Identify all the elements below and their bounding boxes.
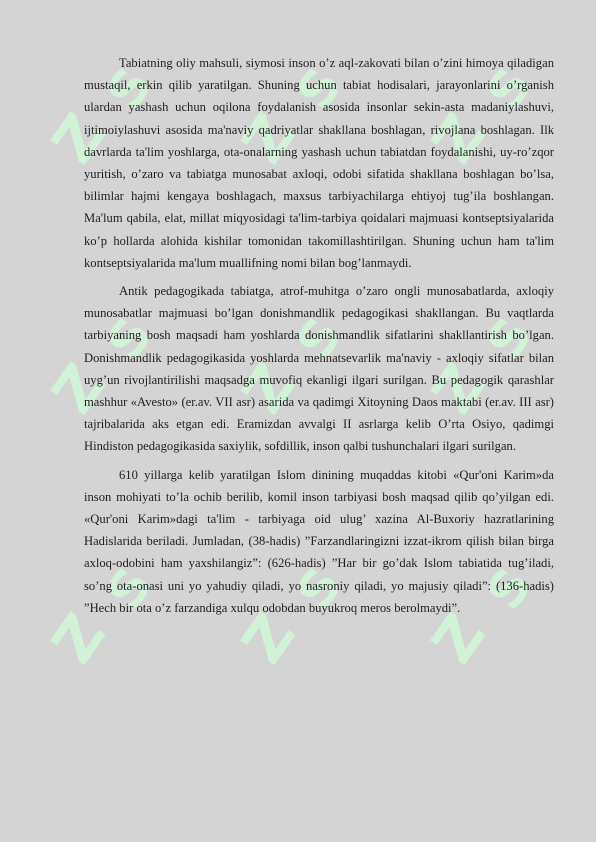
svg-text:Z: Z bbox=[228, 101, 309, 176]
paragraph-1: Tabiatning oliy mahsuli, siymosi inson o’z aql-zakovati bilan o’zini himoya qiladigan mustaqil, erkin qilib yaratilgan. Shuning uchun tabiat hodisalari, jarayonlarini o’rganish ulardan yashash uchun oqilona foydalanish asosida insonlar sekin-asta madaniylashuvi, ijtimoiylashuvi asosida ma'naviy qadriyatlar shakllana boshlagan, rivojlana boshlagan. Ilk davrlarda ta'lim yoshlarga, ota-onalarning yashash uchun tabiatdan foydalanishi, uy-ro’zqor yuritish, o’zaro va tabiatga munosabat axloqi, odobi sifatida shakllana boshlagan bo’lsa, bilimlar hajmi kengaya boshlagach, maxsus tarbiyachilarga ehtiyoj tug’ila boshlangan. Ma'lum qabila, elat, millat miqyosidagi ta'lim-tarbiya qoidalari majmuasi kontseptsiyalarida ko’p hollarda alohida kishilar tomonidan takomillashtirilgan. Shuning uchun ham ta'lim kontseptsiyalarida ma'lum muallifning nomi bilan bog’lanmaydi. bbox=[84, 56, 554, 270]
svg-text:Z: Z bbox=[38, 601, 119, 676]
svg-text:Z: Z bbox=[418, 101, 499, 176]
svg-text:S: S bbox=[95, 307, 164, 371]
paragraph-2: Antik pedagogikada tabiatga, atrof-muhitga o’zaro ongli munosabatlarda, axloqiy munosabatlar majmuasi bo’lgan donishmandlik pedagogikasi shakllangan. Bu vaqtlarda tarbiyaning bosh maqsadi ham yoshlarda donishmandlik sifatlarini shakllantirish bo’lgan. Donishmandlik pedagogikasida yoshlarda mehnatsevarlik ma'naviy - axloqiy sifatlar bilan uyg’un rivojlantirilishi maqsadga muvofiq ekanligi ilgari surilgan. Bu pedagogik qarashlar mashhur «Avesto» (er.av. VII asr) asarida va qadimgi Xitoyning Daos maktabi (er.av. III asr) tajribalarida aks etgan edi. Eramizdan avvalgi II asrlarga kelib O’rta Osiyo, qadimgi Hindiston pedagogikasida saxiylik, sofdillik, inson qalbi tushunchalari ilgari surilgan. bbox=[84, 284, 554, 454]
svg-text:S: S bbox=[475, 557, 544, 621]
svg-text:Z: Z bbox=[418, 601, 499, 676]
svg-text:S: S bbox=[95, 57, 164, 121]
svg-text:S: S bbox=[475, 307, 544, 371]
paragraph-3: 610 yillarga kelib yaratilgan Islom dinining muqaddas kitobi «Qur'oni Karim»da inson mohiyati to’la ochib berilib, komil inson tarbiyasi bosh maqsad qilib qo’yilgan edi. «Qur'oni Karim»dagi ta'lim - tarbiyaga oid ulug’ xazina Al-Buxoriy hazratlarining Hadislarida beriladi. Jumladan, (38-hadis) ”Farzandlaringizni izzat-ikrom qilish bilan birga axloq-odobini ham yaxshilangiz”: (626-hadis) ”Har bir go’dak Islom tabiatida tug’iladi, so’ng ota-onasi uni yo yahudiy qiladi, yo nasroniy qiladi, yo majusiy qiladi”: (136-hadis) ”Hech bir ota o’z farzandiga xulqu odobdan buyukroq meros berolmaydi”. bbox=[84, 467, 554, 615]
svg-text:Z: Z bbox=[228, 601, 309, 676]
svg-text:Z: Z bbox=[228, 351, 309, 426]
svg-text:Z: Z bbox=[38, 351, 119, 426]
document-body bbox=[84, 52, 554, 625]
svg-text:S: S bbox=[95, 557, 164, 621]
svg-text:Z: Z bbox=[418, 351, 499, 426]
svg-text:S: S bbox=[285, 57, 354, 121]
svg-text:Z: Z bbox=[38, 101, 119, 176]
svg-text:S: S bbox=[475, 57, 544, 121]
svg-text:S: S bbox=[285, 307, 354, 371]
svg-text:S: S bbox=[285, 557, 354, 621]
